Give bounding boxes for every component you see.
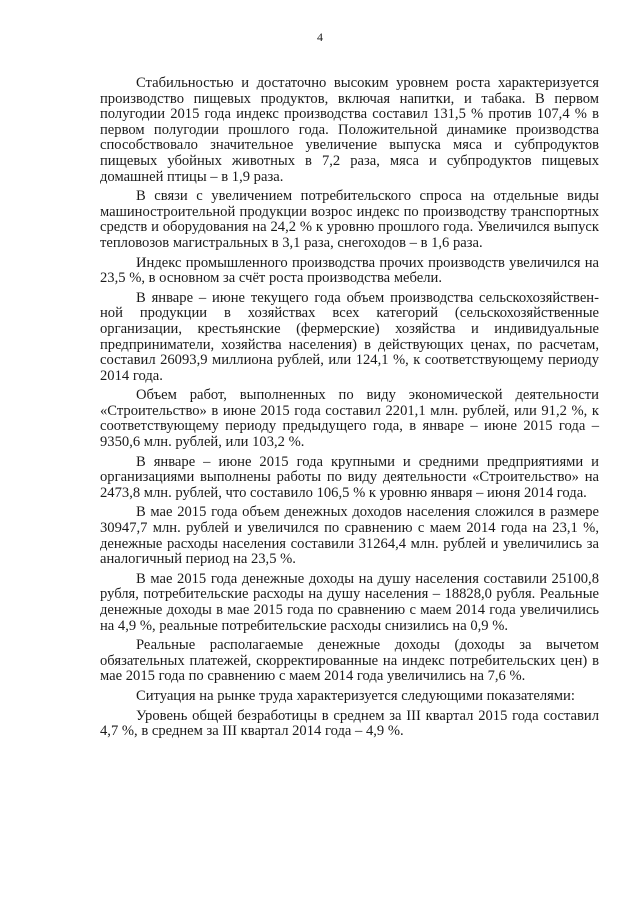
paragraph-other-production: Индекс промышленного производства прочих производств увеличился на 23,5 %, в основном за счёт роста производства мебели. xyxy=(100,254,599,287)
paragraph-unemployment: Уровень общей безработицы в среднем за III квартал 2015 года составил 4,7 %, в среднем за III квартал 2014 года – 4,9 %. xyxy=(100,707,599,740)
paragraph-machinery: В связи с увеличением потребительского спроса на отдельные виды машиностроительной продукции возрос индекс по производству транспортных средств и оборудования на 24,2 % к уровню прошлого года. Увеличился выпуск тепловозов магистральных в 3,1 раза, снегоходов – в 1,6 раза. xyxy=(100,188,599,251)
paragraph-income-per-capita: В мае 2015 года денежные доходы на душу населения составили 25100,8 рубля, потребительские расходы на душу населения – 18828,0 рубля. Реальные денежные доходы в мае 2015 года по сравнению с маем 2014 года увеличились на 4,9 %, реальные потребительские расходы снизились на 0,9 %. xyxy=(100,570,599,634)
paragraph-population-income: В мае 2015 года объем денежных доходов населения сложился в размере 30947,7 млн. рублей и увеличился по сравнению с маем 2014 года на 23,1 %, денежные расходы населения составили 31264,4 млн. рублей и увеличились за аналогичный период на 23,5 %. xyxy=(100,504,599,568)
paragraph-disposable-income: Реальные располагаемые денежные доходы (доходы за вычетом обязательных платежей, скорректированные на индекс потребительских цен) в мае 2015 года по сравнению с маем 2014 года увеличились на 7,6 %. xyxy=(100,637,599,685)
paragraph-construction-enterprises: В январе – июне 2015 года крупными и средними предприятиями и организациями выполнены работы по виду деятельности «Строительство» на 2473,8 млн. рублей, что составило 106,5 % к уровню января – июня 2014 года. xyxy=(100,453,599,501)
paragraph-construction-volume: Объем работ, выполненных по виду экономической деятельности «Строительство» в июне 2015 года составил 2201,1 млн. рублей, или 91,2 %, к соответствующему периоду предыдущего года, в январе – июне 2015 года – 9350,6 млн. рублей, или 103,2 %. xyxy=(100,387,599,451)
document-body xyxy=(100,76,599,744)
paragraph-food-production: Стабильностью и достаточно высоким уровнем роста характеризуется производство пищевых продуктов, включая напитки, и табака. В первом полугодии 2015 года индекс производства составил 131,5 % против 107,4 % в первом полугодии прошлого года. Положительной динамике производства способствовало значительное увеличение выпуска мяса и субпродуктов пищевых убойных животных в 7,2 раза, мяса и субпродуктов пищевых домашней птицы – в 1,9 раза. xyxy=(100,75,599,185)
page-number: 4 xyxy=(317,30,323,44)
paragraph-labor-market: Ситуация на рынке труда характеризуется следующими показателями: xyxy=(136,687,575,704)
paragraph-agriculture: В январе – июне текущего года объем производства сельскохозяйственной продукции в хозяйствах всех категорий (сельскохозяйственные организации, крестьянские (фермерские) хозяйства и индивидуальные предприниматели, хозяйства населения) в действующих ценах, по расчетам, составил 26093,9 миллиона рублей, или 124,1 %, к соответствующему периоду 2014 года. xyxy=(100,289,599,384)
